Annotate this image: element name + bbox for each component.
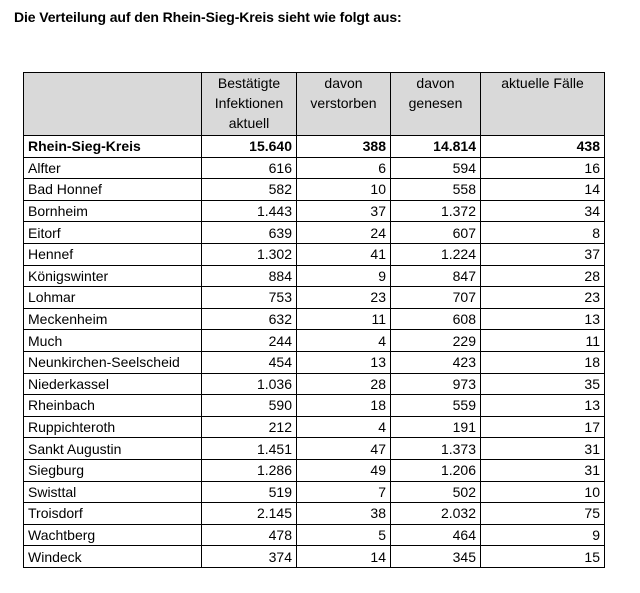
recovered-value: 1.206 (391, 459, 481, 481)
active-value: 28 (481, 265, 605, 287)
deceased-value: 4 (297, 330, 391, 352)
region-name: Troisdorf (24, 503, 202, 525)
total-row (24, 136, 605, 158)
table-row (24, 459, 605, 481)
active-value: 8 (481, 222, 605, 244)
region-name: Much (24, 330, 202, 352)
active-value: 31 (481, 459, 605, 481)
infected-value: 519 (202, 481, 297, 503)
deceased-value: 37 (297, 200, 391, 222)
active-value: 18 (481, 351, 605, 373)
deceased-value: 13 (297, 351, 391, 373)
deceased-value: 18 (297, 395, 391, 417)
active-value: 15 (481, 546, 605, 568)
active-value: 438 (481, 136, 605, 158)
deceased-value: 6 (297, 157, 391, 179)
recovered-value: 1.224 (391, 243, 481, 265)
infected-value: 590 (202, 395, 297, 417)
region-name: Bad Honnef (24, 179, 202, 201)
table-row (24, 287, 605, 309)
recovered-value: 502 (391, 481, 481, 503)
active-value: 34 (481, 200, 605, 222)
active-value: 9 (481, 524, 605, 546)
region-name: Rhein-Sieg-Kreis (24, 136, 202, 158)
recovered-value: 464 (391, 524, 481, 546)
deceased-value: 41 (297, 243, 391, 265)
region-name: Bornheim (24, 200, 202, 222)
region-name: Niederkassel (24, 373, 202, 395)
infected-value: 1.302 (202, 243, 297, 265)
recovered-value: 229 (391, 330, 481, 352)
table-row (24, 395, 605, 417)
recovered-value: 594 (391, 157, 481, 179)
region-name: Eitorf (24, 222, 202, 244)
table-row (24, 308, 605, 330)
deceased-value: 49 (297, 459, 391, 481)
recovered-value: 14.814 (391, 136, 481, 158)
table-row (24, 222, 605, 244)
table-row (24, 200, 605, 222)
table-row (24, 157, 605, 179)
active-value: 11 (481, 330, 605, 352)
recovered-value: 559 (391, 395, 481, 417)
infected-value: 582 (202, 179, 297, 201)
recovered-value: 423 (391, 351, 481, 373)
region-name: Sankt Augustin (24, 438, 202, 460)
region-name: Siegburg (24, 459, 202, 481)
region-name: Alfter (24, 157, 202, 179)
recovered-value: 847 (391, 265, 481, 287)
active-value: 37 (481, 243, 605, 265)
recovered-value: 973 (391, 373, 481, 395)
active-value: 13 (481, 395, 605, 417)
region-name: Meckenheim (24, 308, 202, 330)
table-row (24, 524, 605, 546)
region-name: Neunkirchen-Seelscheid (24, 351, 202, 373)
table-row (24, 330, 605, 352)
deceased-value: 24 (297, 222, 391, 244)
region-name: Lohmar (24, 287, 202, 309)
deceased-value: 38 (297, 503, 391, 525)
active-value: 23 (481, 287, 605, 309)
deceased-value: 5 (297, 524, 391, 546)
region-name: Swisttal (24, 481, 202, 503)
table-row (24, 265, 605, 287)
active-value: 75 (481, 503, 605, 525)
region-name: Rheinbach (24, 395, 202, 417)
region-name: Königswinter (24, 265, 202, 287)
infected-value: 616 (202, 157, 297, 179)
recovered-value: 707 (391, 287, 481, 309)
active-value: 17 (481, 416, 605, 438)
infected-value: 753 (202, 287, 297, 309)
recovered-value: 607 (391, 222, 481, 244)
active-value: 10 (481, 481, 605, 503)
deceased-value: 7 (297, 481, 391, 503)
header-infected: Bestätigte Infektionen aktuell (202, 73, 297, 136)
table-row (24, 416, 605, 438)
header-region (24, 73, 202, 136)
deceased-value: 47 (297, 438, 391, 460)
deceased-value: 23 (297, 287, 391, 309)
table-row (24, 481, 605, 503)
region-name: Ruppichteroth (24, 416, 202, 438)
table-row (24, 373, 605, 395)
recovered-value: 608 (391, 308, 481, 330)
recovered-value: 191 (391, 416, 481, 438)
recovered-value: 1.372 (391, 200, 481, 222)
deceased-value: 9 (297, 265, 391, 287)
infected-value: 1.443 (202, 200, 297, 222)
infected-value: 478 (202, 524, 297, 546)
infected-value: 15.640 (202, 136, 297, 158)
infected-value: 632 (202, 308, 297, 330)
infected-value: 374 (202, 546, 297, 568)
recovered-value: 558 (391, 179, 481, 201)
table-row (24, 503, 605, 525)
table-header-row (24, 73, 605, 136)
infected-value: 639 (202, 222, 297, 244)
header-recovered: davon genesen (391, 73, 481, 136)
active-value: 35 (481, 373, 605, 395)
infected-value: 212 (202, 416, 297, 438)
table-row (24, 351, 605, 373)
covid-distribution-table (23, 72, 605, 568)
table-row (24, 438, 605, 460)
active-value: 13 (481, 308, 605, 330)
active-value: 16 (481, 157, 605, 179)
header-active: aktuelle Fälle (481, 73, 605, 136)
infected-value: 1.036 (202, 373, 297, 395)
region-name: Hennef (24, 243, 202, 265)
region-name: Windeck (24, 546, 202, 568)
deceased-value: 388 (297, 136, 391, 158)
deceased-value: 10 (297, 179, 391, 201)
infected-value: 2.145 (202, 503, 297, 525)
active-value: 31 (481, 438, 605, 460)
page-heading: Die Verteilung auf den Rhein-Sieg-Kreis sieht wie folgt aus: (14, 9, 402, 25)
table-row (24, 243, 605, 265)
infected-value: 454 (202, 351, 297, 373)
recovered-value: 2.032 (391, 503, 481, 525)
table-row (24, 546, 605, 568)
deceased-value: 28 (297, 373, 391, 395)
recovered-value: 1.373 (391, 438, 481, 460)
deceased-value: 14 (297, 546, 391, 568)
table-row (24, 179, 605, 201)
region-name: Wachtberg (24, 524, 202, 546)
deceased-value: 11 (297, 308, 391, 330)
infected-value: 244 (202, 330, 297, 352)
header-deceased: davon verstorben (297, 73, 391, 136)
infected-value: 1.451 (202, 438, 297, 460)
active-value: 14 (481, 179, 605, 201)
deceased-value: 4 (297, 416, 391, 438)
infected-value: 1.286 (202, 459, 297, 481)
recovered-value: 345 (391, 546, 481, 568)
infected-value: 884 (202, 265, 297, 287)
